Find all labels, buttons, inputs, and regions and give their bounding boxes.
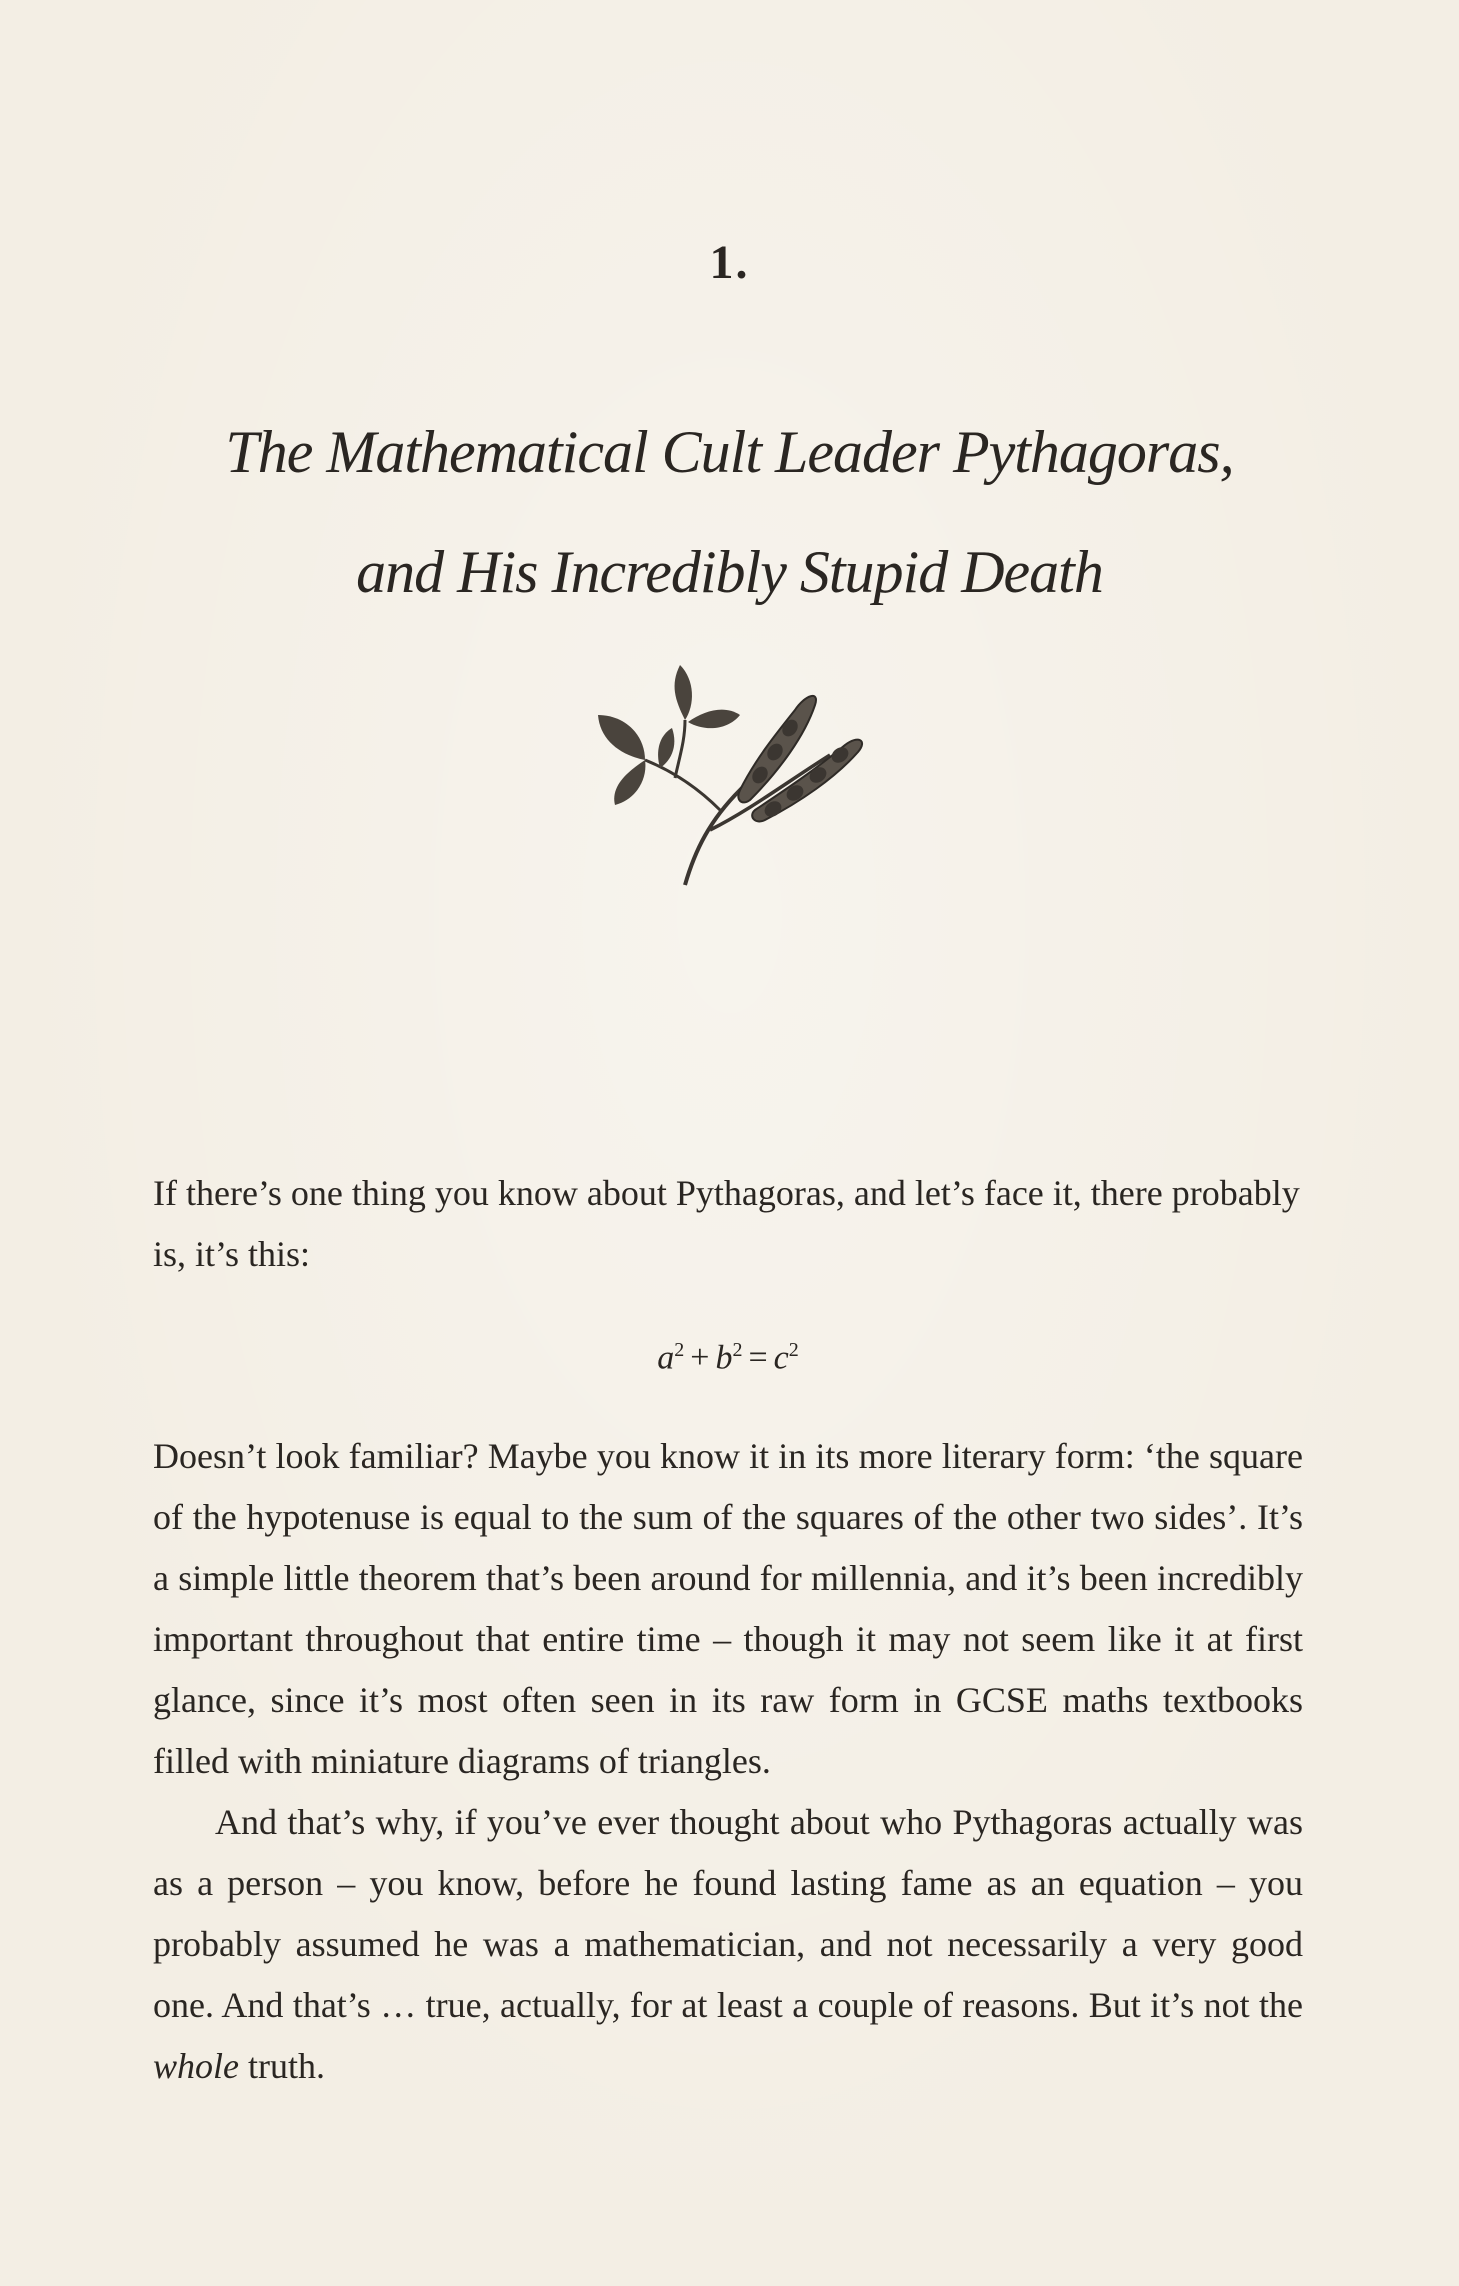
eq-c: c: [773, 1339, 789, 1377]
eq-b: b: [715, 1339, 733, 1377]
emphasis-whole: whole: [153, 2046, 239, 2087]
chapter-body: [153, 1163, 1303, 2097]
leaf-and-pod-sprig-icon: [590, 660, 870, 900]
eq-c-exp: 2: [788, 1339, 799, 1361]
eq-equals: =: [748, 1339, 768, 1377]
paragraph-intro: If there’s one thing you know about Pythagoras, and let’s face it, there probably is, it’s this:: [153, 1173, 1300, 1274]
eq-a: a: [657, 1339, 675, 1377]
paragraph-pythagoras-text: And that’s why, if you’ve ever thought about who Pythagoras actually was as a person – you know, before he found lasting fame as an equation – you probably assumed he was a mathematician, and not necessarily a very good one. And that’s … true, actually, for at least a couple of reasons. But it’s not the: [153, 1802, 1303, 2026]
eq-b-exp: 2: [732, 1339, 743, 1361]
paragraph-pythagoras: [153, 1792, 1303, 2097]
pythagorean-equation: [153, 1330, 1303, 1378]
chapter-number: 1.: [709, 236, 750, 289]
chapter-title-line-2: and His Incredibly Stupid Death: [356, 539, 1103, 605]
eq-plus: +: [690, 1339, 710, 1377]
paragraph-theorem: Doesn’t look familiar? Maybe you know it in its more literary form: ‘the square of the hypotenuse is equal to the sum of the squares of the other two sides’. It’s a simple little theorem that’s been around for millennia, and it’s been incredibly important throughout that entire time – though it may not seem like it at first glance, since it’s most often seen in its raw form in GCSE maths textbooks filled with miniature diagrams of triangles.: [153, 1436, 1303, 1782]
chapter-title: [120, 392, 1339, 632]
paragraph-pythagoras-end: truth.: [239, 2046, 325, 2087]
eq-a-exp: 2: [674, 1339, 685, 1361]
chapter-title-line-1: The Mathematical Cult Leader Pythagoras,: [225, 419, 1234, 485]
